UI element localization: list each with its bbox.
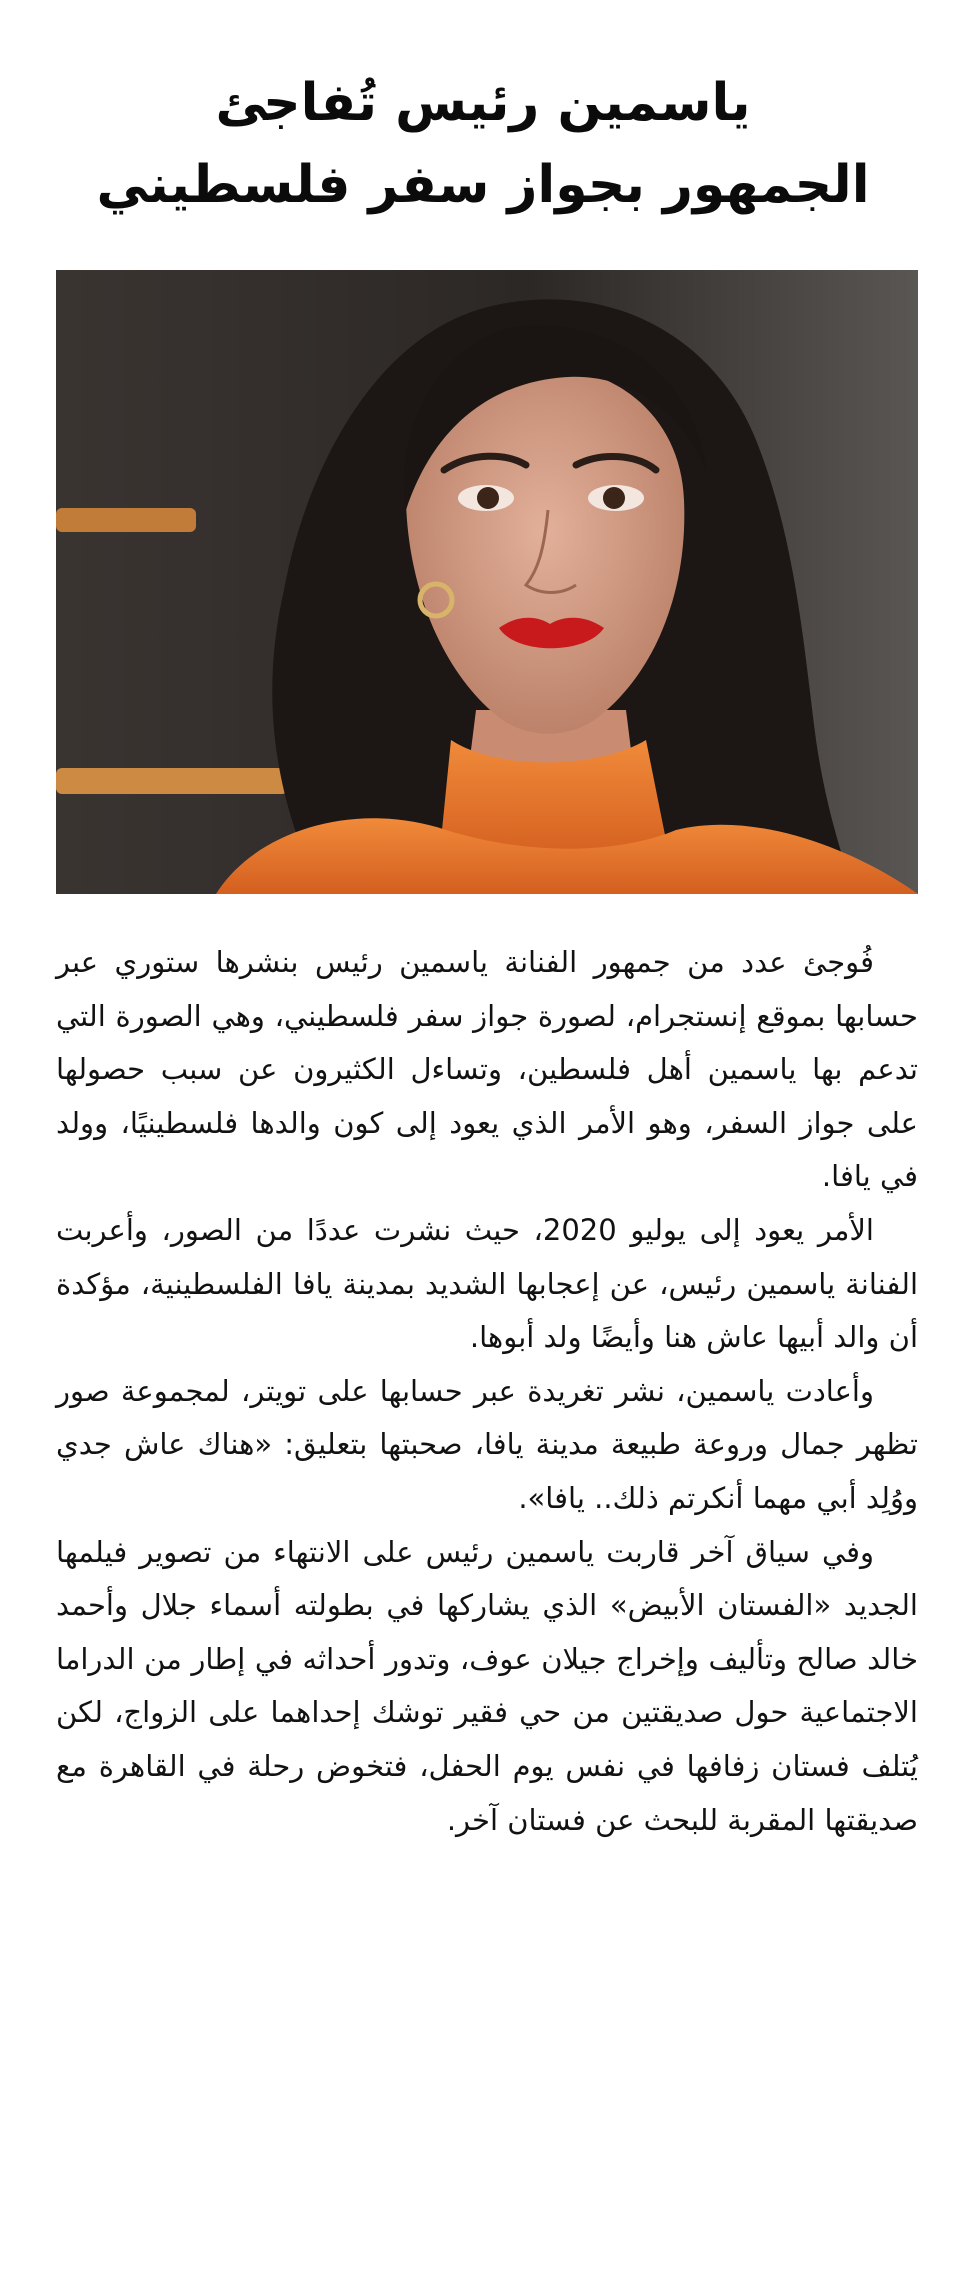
headline-line-2: الجمهور بجواز سفر فلسطيني bbox=[96, 155, 870, 215]
article-paragraph-1: فُوجئ عدد من جمهور الفنانة ياسمين رئيس بنشرها ستوري عبر حسابها بموقع إنستجرام، لصورة جواز سفر فلسطيني، وهي الصورة التي تدعم بها ياسمين أهل فلسطين، وتساءل الكثيرون عن سبب حصولها على جواز السفر، وهو الأمر الذي يعود إلى كون والدها فلسطينيًا، وولد في يافا. bbox=[56, 945, 918, 1194]
article-paragraph-2: الأمر يعود إلى يوليو 2020، حيث نشرت عددًا من الصور، وأعربت الفنانة ياسمين رئيس، عن إعجابها الشديد بمدينة يافا الفلسطينية، مؤكدة أن والد أبيها عاش هنا وأيضًا ولد أبوها. bbox=[56, 1212, 918, 1355]
iris-right bbox=[603, 487, 625, 509]
article-paragraph-4: وفي سياق آخر قاربت ياسمين رئيس على الانتهاء من تصوير فيلمها الجديد «الفستان الأبيض» الذي يشاركها في بطولته أسماء جلال وأحمد خالد صالح وتأليف وإخراج جيلان عوف، وتدور أحداثه في إطار من الدراما الاجتماعية حول صديقتين من حي فقير توشك إحداهما على الزواج، لكن يُتلف فستان زفافها في نفس يوم الحفل، فتخوض رحلة في القاهرة مع صديقتها المقربة للبحث عن فستان آخر. bbox=[56, 1534, 918, 1837]
light-streak-lower bbox=[56, 768, 288, 794]
article-headline bbox=[60, 62, 906, 226]
article-paragraph-3: وأعادت ياسمين، نشر تغريدة عبر حسابها على تويتر، لمجموعة صور تظهر جمال وروعة طبيعة مدينة يافا، صحبتها بتعليق: «هناك عاش جدي ووُلِد أبي مهما أنكرتم ذلك.. يافا». bbox=[56, 1373, 918, 1515]
iris-left bbox=[477, 487, 499, 509]
article-body bbox=[56, 936, 918, 1847]
light-streak-upper bbox=[56, 508, 196, 532]
portrait-illustration bbox=[56, 270, 918, 894]
headline-line-1: ياسمين رئيس تُفاجئ bbox=[215, 73, 751, 133]
article-photo bbox=[56, 270, 918, 894]
